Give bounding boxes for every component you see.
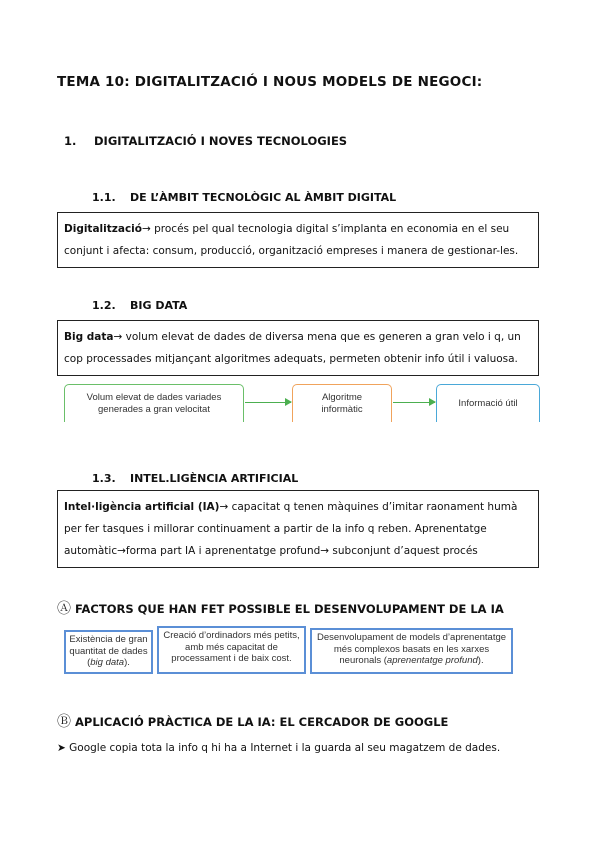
subsection-heading-1-3 — [92, 472, 298, 485]
definition-text: → volum elevat de dades de diversa mena que es generen a gran velo i q, un cop processades mitjançant algoritmes adequats, permeten obtenir info útil i valuosa. — [64, 331, 521, 365]
factor-text-end: ). — [477, 655, 484, 666]
factor-text: Desenvolupament de models d’aprenentatge més complexos basats en les xarxes neuronals ( — [316, 632, 507, 666]
definition-term: Intel·ligència artificial (IA) — [64, 501, 220, 513]
section-number: 1. — [64, 134, 77, 148]
flow-step-algorithm: Algoritme informàtic — [292, 384, 392, 422]
factor-box-computers: Creació d’ordinadors més petits, amb més capacitat de processament i de baix cost. — [157, 626, 306, 674]
factor-text: Existència de gran quantitat de dades ( — [69, 634, 148, 668]
factor-box-models — [310, 628, 513, 674]
flow-arrow-icon — [245, 402, 291, 403]
subsection-number: 1.1. — [92, 191, 116, 204]
bullet-google — [57, 742, 500, 754]
bullet-text: Google copia tota la info q hi ha a Internet i la guarda al seu magatzem de dades. — [69, 742, 501, 754]
section-label: APLICACIÓ PRÀCTICA DE LA IA: EL CERCADOR DE GOOGLE — [75, 715, 449, 729]
definition-text: → procés pel qual tecnologia digital s’implanta en economia en el seu conjunt i afecta: consum, producció, organització empreses i manera de gestionar-les. — [64, 223, 519, 257]
big-data-flow-diagram — [64, 384, 540, 422]
factor-text-emphasis: aprenentatge profund — [386, 655, 478, 666]
factor-text-emphasis: big data — [90, 657, 125, 668]
subsection-heading-1-2 — [92, 299, 187, 312]
definition-term: Big data — [64, 331, 114, 343]
circled-b-icon: Ⓑ — [57, 714, 71, 730]
subsection-label: INTEL.LIGÈNCIA ARTIFICIAL — [130, 472, 299, 485]
flow-step-info: Informació útil — [436, 384, 540, 422]
subsection-label: DE L’ÀMBIT TECNOLÒGIC AL ÀMBIT DIGITAL — [130, 191, 397, 204]
flow-arrow-icon — [393, 402, 435, 403]
definition-box-ia — [57, 490, 539, 568]
definition-text: → capacitat q tenen màquines d’imitar raonament humà per fer tasques i millorar continuament a partir de la info q reben. Aprenentatge automàtic→forma part IA i aprenentatge profund→ subconjunt d’aquest procés — [64, 501, 518, 557]
definition-box-digitalitzacio — [57, 212, 539, 268]
factor-box-big-data — [64, 630, 153, 674]
flow-step-data: Volum elevat de dades variades generades a gran velocitat — [64, 384, 244, 422]
subsection-label: BIG DATA — [130, 299, 188, 312]
section-heading-applic — [57, 711, 448, 731]
subsection-number: 1.3. — [92, 472, 116, 485]
section-label: DIGITALITZACIÓ I NOVES TECNOLOGIES — [94, 134, 348, 148]
subsection-number: 1.2. — [92, 299, 116, 312]
factor-text-end: ). — [124, 657, 130, 668]
section-heading-1 — [64, 134, 347, 148]
section-label: FACTORS QUE HAN FET POSSIBLE EL DESENVOLUPAMENT DE LA IA — [75, 602, 504, 616]
page-title: TEMA 10: DIGITALITZACIÓ I NOUS MODELS DE NEGOCI: — [57, 74, 483, 90]
bullet-arrow-icon: ➤ — [57, 742, 66, 754]
section-heading-factors — [57, 598, 504, 618]
subsection-heading-1-1 — [92, 191, 396, 204]
circled-a-icon: Ⓐ — [57, 601, 71, 617]
definition-box-big-data — [57, 320, 539, 376]
definition-term: Digitalització — [64, 223, 142, 235]
